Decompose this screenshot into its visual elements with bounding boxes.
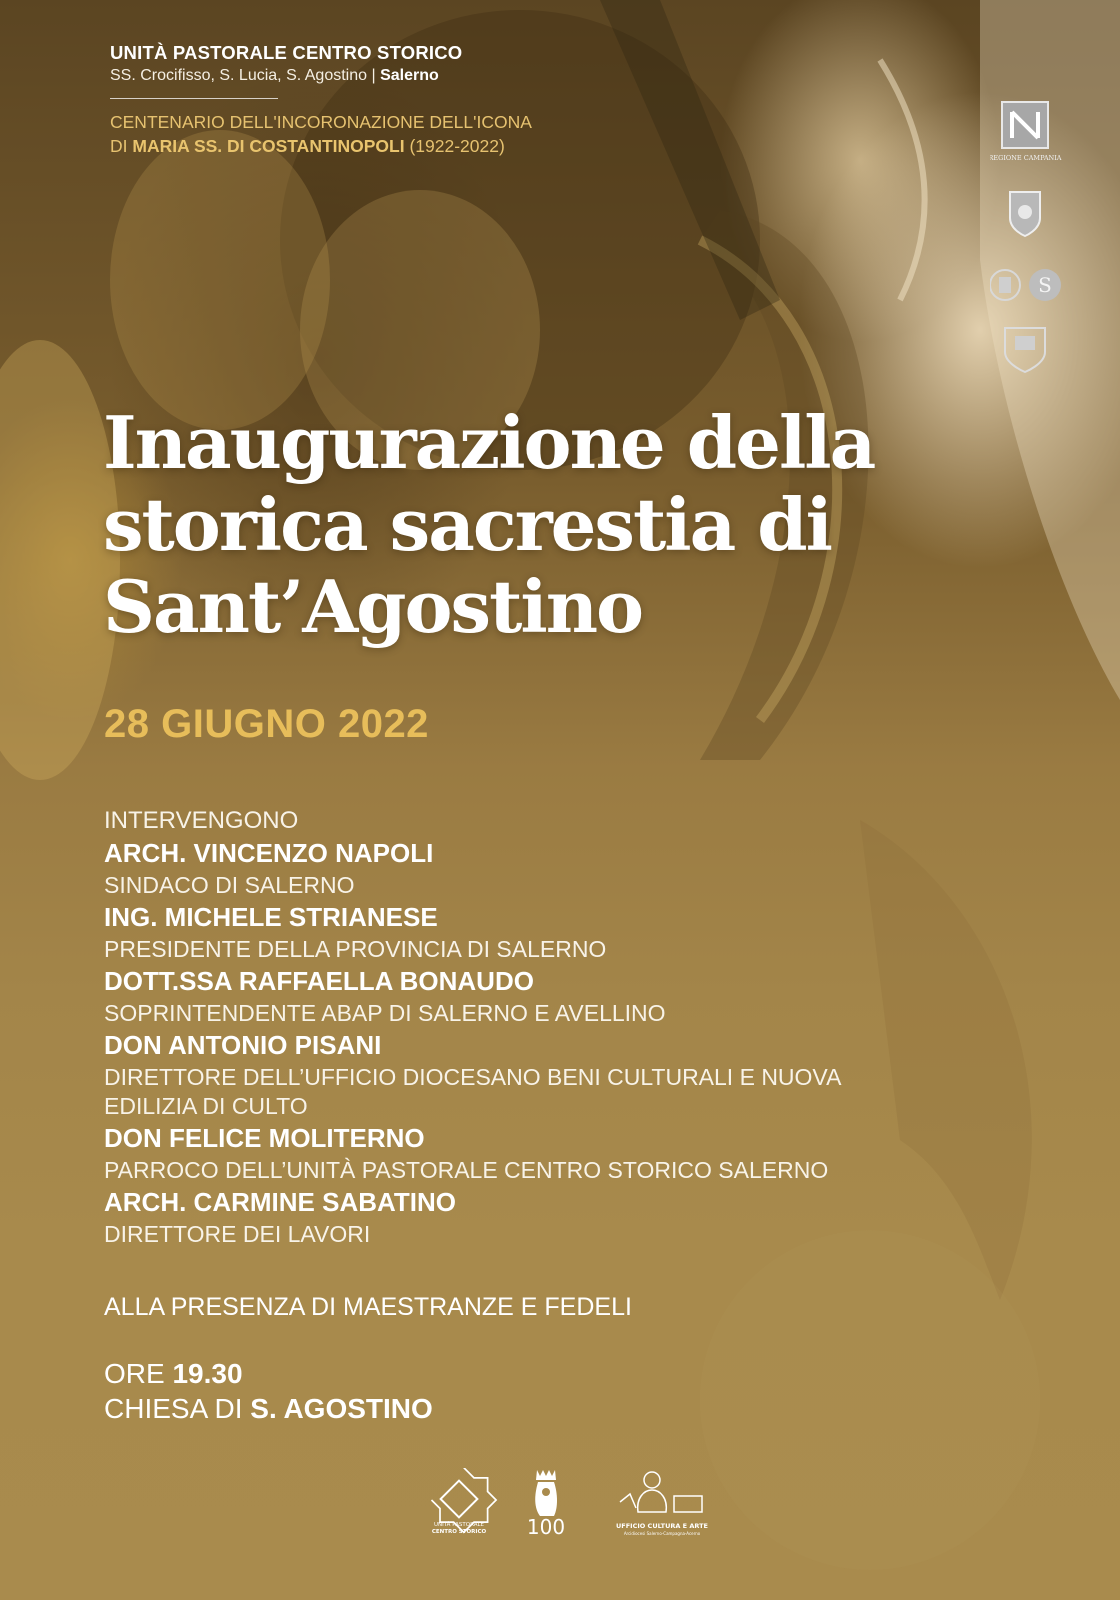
diocese-crest-icon bbox=[1005, 328, 1045, 372]
event-info bbox=[104, 1356, 433, 1426]
svg-text:S: S bbox=[1038, 273, 1052, 297]
logo3-line2: Arcidiocesi Salerno-Campagna-Acerno bbox=[623, 1531, 701, 1536]
header-block bbox=[110, 42, 532, 158]
logo1-line2: CENTRO STORICO bbox=[431, 1529, 487, 1535]
speaker-item bbox=[104, 1028, 924, 1121]
speakers-list bbox=[104, 806, 924, 1249]
sponsor-logos-svg bbox=[990, 100, 1070, 390]
place-prefix: CHIESA DI bbox=[104, 1393, 251, 1424]
organizer-logos-svg bbox=[430, 1468, 730, 1548]
event-place bbox=[104, 1391, 433, 1426]
provincia-crest-icon bbox=[1010, 192, 1040, 236]
speaker-item bbox=[104, 1185, 924, 1249]
centenary-line-2 bbox=[110, 134, 532, 158]
logo1-line1: UNITÀ PASTORALE bbox=[433, 1522, 485, 1528]
header-divider bbox=[110, 98, 278, 99]
regione-campania-logo bbox=[990, 102, 1062, 162]
speaker-name: DOTT.SSA RAFFAELLA BONAUDO bbox=[104, 966, 534, 996]
churches-line bbox=[110, 67, 532, 85]
time-prefix: ORE bbox=[104, 1358, 173, 1389]
churches-list: SS. Crocifisso, S. Lucia, S. Agostino bbox=[110, 67, 368, 84]
separator: | bbox=[367, 67, 381, 84]
centenary-madonna-logo bbox=[527, 1470, 565, 1539]
speaker-role: SINDACO DI SALERNO bbox=[104, 872, 355, 898]
speaker-role: DIRETTORE DELL’UFFICIO DIOCESANO BENI CULTURALI E NUOVA bbox=[104, 1064, 842, 1090]
speaker-name: DON ANTONIO PISANI bbox=[104, 1030, 382, 1060]
event-time bbox=[104, 1356, 433, 1391]
place-value: S. AGOSTINO bbox=[250, 1393, 433, 1424]
logo3-line1: UFFICIO CULTURA E ARTE bbox=[616, 1522, 708, 1530]
speakers-label: INTERVENGONO bbox=[104, 807, 299, 834]
speaker-name: ARCH. CARMINE SABATINO bbox=[104, 1187, 456, 1217]
centenary-years: (1922-2022) bbox=[404, 136, 505, 156]
speaker-role: SOPRINTENDENTE ABAP DI SALERNO E AVELLINO bbox=[104, 1000, 666, 1026]
centenary-line-1: CENTENARIO DELL'INCORONAZIONE DELL'ICONA bbox=[110, 112, 532, 132]
speaker-item bbox=[104, 900, 924, 964]
icon-name: MARIA SS. DI COSTANTINOPOLI bbox=[132, 136, 405, 156]
unita-pastorale-logo bbox=[432, 1468, 497, 1535]
speaker-role: PARROCO DELL’UNITÀ PASTORALE CENTRO STORICO SALERNO bbox=[104, 1157, 829, 1183]
ufficio-cultura-logo bbox=[616, 1472, 708, 1536]
soprintendenza-icon bbox=[1029, 269, 1061, 301]
organization-name: UNITÀ PASTORALE CENTRO STORICO bbox=[110, 42, 463, 63]
regione-label: REGIONE CAMPANIA bbox=[990, 154, 1062, 162]
presence-note: ALLA PRESENZA DI MAESTRANZE E FEDELI bbox=[104, 1293, 632, 1321]
centenary-number: 100 bbox=[526, 1515, 566, 1539]
time-value: 19.30 bbox=[172, 1358, 243, 1389]
municipal-crest-icon bbox=[990, 270, 1020, 300]
speaker-item bbox=[104, 964, 924, 1028]
city-name: Salerno bbox=[380, 67, 439, 84]
page-title bbox=[103, 402, 1003, 648]
speaker-role-continued: EDILIZIA DI CULTO bbox=[104, 1093, 308, 1119]
title-line-2: storica sacrestia di bbox=[103, 482, 831, 567]
speaker-role: PRESIDENTE DELLA PROVINCIA DI SALERNO bbox=[104, 936, 607, 962]
title-line-1: Inaugurazione della bbox=[103, 400, 875, 485]
speaker-name: ARCH. VINCENZO NAPOLI bbox=[104, 838, 434, 868]
organizer-logos bbox=[430, 1468, 730, 1548]
title-line-3: Sant’Agostino bbox=[103, 564, 643, 649]
speaker-role: DIRETTORE DEI LAVORI bbox=[104, 1221, 371, 1247]
speaker-item bbox=[104, 836, 924, 900]
sponsor-logos-right bbox=[990, 100, 1070, 395]
event-date: 28 GIUGNO 2022 bbox=[104, 702, 429, 746]
speaker-item bbox=[104, 1121, 924, 1185]
speaker-name: DON FELICE MOLITERNO bbox=[104, 1123, 425, 1153]
centenary-prefix: DI bbox=[110, 136, 133, 156]
speaker-name: ING. MICHELE STRIANESE bbox=[104, 902, 438, 932]
